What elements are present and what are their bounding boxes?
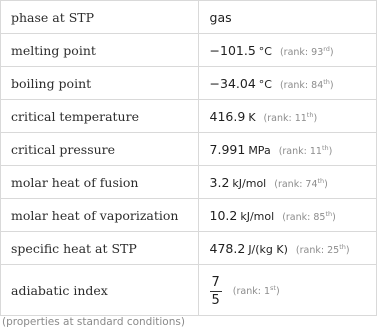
rank-annotation bbox=[279, 44, 334, 58]
property-value bbox=[198, 133, 376, 166]
property-value bbox=[198, 166, 376, 199]
value-unit: °C bbox=[258, 44, 272, 58]
property-value bbox=[198, 34, 376, 67]
value-number: 10.2 bbox=[209, 207, 238, 223]
rank-close: ) bbox=[345, 244, 350, 256]
value-unit: K bbox=[248, 110, 256, 124]
value-number: −101.5 bbox=[209, 42, 256, 58]
property-label: boiling point bbox=[1, 67, 199, 100]
value-number: 416.9 bbox=[209, 108, 246, 124]
property-label: melting point bbox=[1, 34, 199, 67]
property-label: molar heat of vaporization bbox=[1, 199, 199, 232]
value-unit: kJ/mol bbox=[240, 209, 275, 223]
table-row bbox=[1, 1, 377, 34]
rank-text: (rank: 11 bbox=[278, 145, 322, 157]
table-row bbox=[1, 265, 377, 316]
rank-text: (rank: 1 bbox=[232, 285, 271, 297]
value-unit: J/(kg K) bbox=[248, 242, 288, 256]
rank-annotation bbox=[279, 77, 334, 91]
table-row bbox=[1, 133, 377, 166]
fraction-value-row bbox=[210, 276, 280, 307]
property-value bbox=[198, 232, 376, 265]
value-number: −34.04 bbox=[209, 75, 256, 91]
table-row bbox=[1, 34, 377, 67]
rank-text: (rank: 84 bbox=[279, 79, 324, 91]
value-number: 3.2 bbox=[209, 174, 230, 190]
rank-text: (rank: 11 bbox=[263, 112, 307, 124]
property-label: phase at STP bbox=[1, 1, 199, 34]
rank-close: ) bbox=[329, 46, 334, 58]
rank-text: (rank: 25 bbox=[295, 244, 340, 256]
rank-ordinal-suffix: th bbox=[325, 209, 333, 218]
value-unit: °C bbox=[258, 77, 272, 91]
rank-ordinal-suffix: th bbox=[317, 176, 325, 185]
rank-annotation bbox=[282, 209, 336, 223]
rank-close: ) bbox=[332, 211, 336, 223]
table-row bbox=[1, 166, 377, 199]
rank-ordinal-suffix: th bbox=[306, 110, 314, 119]
property-label: critical pressure bbox=[1, 133, 199, 166]
rank-ordinal-suffix: rd bbox=[323, 44, 330, 53]
rank-text: (rank: 85 bbox=[282, 211, 326, 223]
rank-annotation bbox=[263, 110, 318, 124]
rank-close: ) bbox=[275, 285, 280, 297]
rank-ordinal-suffix: th bbox=[339, 242, 346, 251]
rank-close: ) bbox=[328, 145, 333, 157]
footnote: (properties at standard conditions) bbox=[2, 316, 185, 328]
table-row bbox=[1, 67, 377, 100]
property-label: adiabatic index bbox=[1, 265, 199, 316]
rank-text: (rank: 93 bbox=[279, 46, 324, 58]
rank-annotation bbox=[295, 242, 350, 256]
rank-ordinal-suffix: th bbox=[323, 77, 330, 86]
rank-ordinal-suffix: th bbox=[321, 143, 329, 152]
rank-annotation bbox=[232, 283, 280, 297]
table-row bbox=[1, 100, 377, 133]
rank-text: (rank: 74 bbox=[274, 178, 318, 190]
value-unit: MPa bbox=[248, 143, 271, 157]
property-value bbox=[198, 265, 376, 316]
property-value bbox=[198, 199, 376, 232]
rank-close: ) bbox=[313, 112, 318, 124]
table-row bbox=[1, 199, 377, 232]
rank-ordinal-suffix: st bbox=[270, 283, 276, 292]
value-number: 7.991 bbox=[209, 141, 246, 157]
value-unit: kJ/mol bbox=[232, 176, 267, 190]
property-label: critical temperature bbox=[1, 100, 199, 133]
value-text: gas bbox=[209, 9, 232, 25]
fraction-value bbox=[210, 276, 222, 307]
rank-annotation bbox=[274, 176, 328, 190]
fraction-numerator: 7 bbox=[211, 274, 220, 290]
rank-close: ) bbox=[329, 79, 334, 91]
property-label: specific heat at STP bbox=[1, 232, 199, 265]
rank-annotation bbox=[278, 143, 333, 157]
property-value bbox=[198, 1, 376, 34]
value-number: 478.2 bbox=[209, 240, 246, 256]
fraction-denominator: 5 bbox=[211, 292, 220, 308]
rank-close: ) bbox=[324, 178, 328, 190]
property-value bbox=[198, 67, 376, 100]
table-row bbox=[1, 232, 377, 265]
property-label: molar heat of fusion bbox=[1, 166, 199, 199]
property-value bbox=[198, 100, 376, 133]
